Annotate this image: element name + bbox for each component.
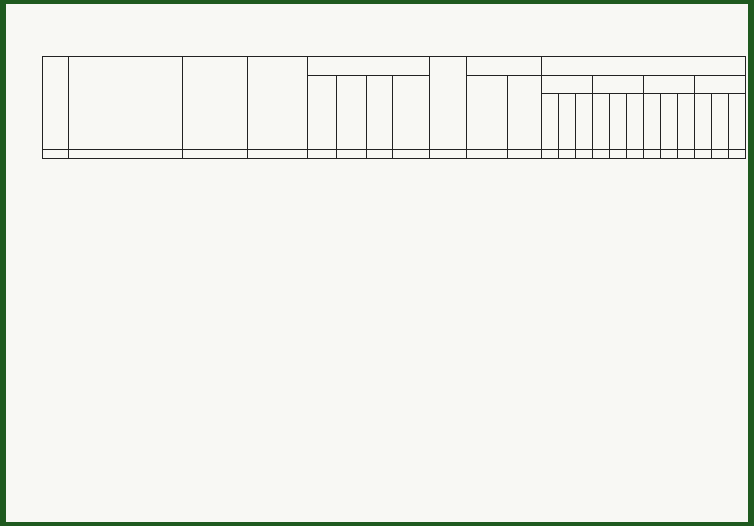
event-schedule-table — [42, 56, 746, 159]
header-koszty — [336, 76, 366, 150]
header-terminarz — [542, 57, 746, 76]
header-month — [593, 94, 610, 150]
column-number-row — [43, 150, 746, 159]
header-org-sedziowie — [507, 76, 541, 150]
column-number — [728, 150, 745, 159]
header-month — [728, 94, 745, 150]
header-koszt-ogolny — [429, 57, 466, 150]
document-page — [6, 4, 748, 522]
column-number — [643, 150, 660, 159]
header-srodki-poz — [393, 76, 429, 150]
column-number — [43, 150, 69, 159]
header-month — [694, 94, 711, 150]
column-number — [559, 150, 576, 159]
header-miejsce — [247, 57, 308, 150]
column-number — [627, 150, 644, 159]
header-quarter-3 — [643, 76, 694, 94]
header-month — [542, 94, 559, 150]
header-organizator — [182, 57, 247, 150]
column-number — [367, 150, 393, 159]
column-number — [467, 150, 508, 159]
header-month — [576, 94, 593, 150]
header-uczestnicy — [467, 57, 542, 76]
header-month — [660, 94, 677, 150]
header-quarter-4 — [694, 76, 745, 94]
header-month — [677, 94, 694, 150]
column-number — [247, 150, 308, 159]
header-zrodla — [308, 57, 430, 76]
header-quarter-2 — [593, 76, 644, 94]
header-month — [610, 94, 627, 150]
header-zawodnicy — [467, 76, 508, 150]
header-month — [711, 94, 728, 150]
header-srodki-fc — [308, 76, 336, 150]
column-number — [336, 150, 366, 159]
column-number — [660, 150, 677, 159]
header-tresc — [69, 57, 182, 150]
column-number — [576, 150, 593, 159]
column-number — [711, 150, 728, 159]
column-number — [507, 150, 541, 159]
column-number — [393, 150, 429, 159]
column-number — [542, 150, 559, 159]
column-number — [694, 150, 711, 159]
column-number — [610, 150, 627, 159]
column-number — [677, 150, 694, 159]
column-number — [593, 150, 610, 159]
header-dotacje — [367, 76, 393, 150]
header-quarter-1 — [542, 76, 593, 94]
header-lp — [43, 57, 69, 150]
header-month — [627, 94, 644, 150]
column-number — [182, 150, 247, 159]
column-number — [429, 150, 466, 159]
column-number — [308, 150, 336, 159]
header-month — [643, 94, 660, 150]
header-month — [559, 94, 576, 150]
column-number — [69, 150, 182, 159]
